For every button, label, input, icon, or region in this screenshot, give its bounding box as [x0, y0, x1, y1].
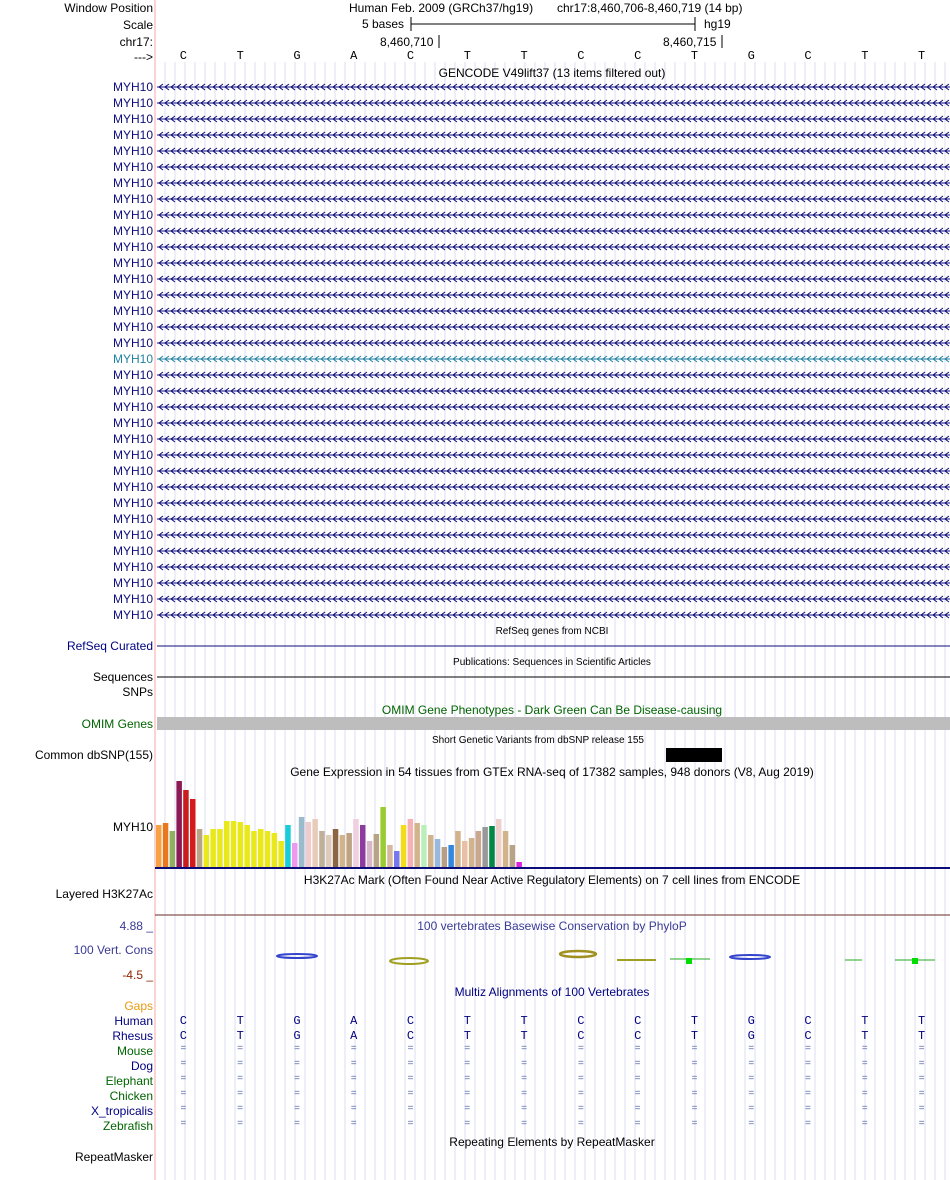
gencode-transcript-label[interactable]: MYH10	[112, 592, 153, 606]
base-letter: C	[406, 49, 415, 63]
dbsnp-title[interactable]: Short Genetic Variants from dbSNP release 155	[432, 735, 644, 746]
multiz-base: =	[577, 1044, 584, 1055]
multiz-base: =	[237, 1059, 244, 1070]
multiz-base: =	[748, 1089, 755, 1100]
gencode-transcript-label[interactable]: MYH10	[112, 128, 153, 142]
multiz-base: =	[861, 1089, 868, 1100]
gencode-transcript-label[interactable]: MYH10	[112, 336, 153, 350]
multiz-base: =	[577, 1089, 584, 1100]
gtex-bar	[442, 847, 448, 867]
base-letter: G	[293, 49, 301, 63]
gtex-bar	[319, 831, 325, 867]
repeatmasker-label[interactable]: RepeatMasker	[74, 1150, 153, 1164]
gtex-bar	[401, 825, 407, 867]
h3k27ac-label[interactable]: Layered H3K27Ac	[55, 887, 153, 901]
multiz-base: =	[521, 1104, 528, 1115]
gaps-label: Gaps	[124, 999, 153, 1013]
multiz-base: =	[407, 1104, 414, 1115]
multiz-base: =	[464, 1089, 471, 1100]
gencode-transcript-label[interactable]: MYH10	[112, 528, 153, 542]
multiz-base: =	[918, 1059, 925, 1070]
multiz-base: T	[463, 1029, 471, 1043]
coord-left: 8,460,710	[380, 35, 434, 49]
gencode-transcript-label[interactable]: MYH10	[112, 512, 153, 526]
gtex-bar	[251, 831, 257, 867]
gencode-transcript-label[interactable]: MYH10	[112, 400, 153, 414]
gtex-bar	[462, 841, 468, 867]
gtex-bar	[387, 845, 393, 867]
dbsnp-label[interactable]: Common dbSNP(155)	[34, 748, 153, 762]
multiz-base: A	[350, 1029, 358, 1043]
multiz-base: =	[805, 1104, 812, 1115]
gtex-title[interactable]: Gene Expression in 54 tissues from GTEx RNA-seq of 17382 samples, 948 donors (V8, Aug 2019)	[290, 765, 814, 779]
gtex-bar	[496, 819, 502, 867]
multiz-base: =	[180, 1089, 187, 1100]
multiz-base: =	[350, 1119, 357, 1130]
gtex-bar	[367, 841, 373, 867]
multiz-species-label: Zebrafish	[102, 1119, 153, 1133]
multiz-base: =	[634, 1059, 641, 1070]
snps-label[interactable]: SNPs	[122, 685, 153, 699]
base-letter: T	[520, 49, 528, 63]
multiz-base: =	[861, 1119, 868, 1130]
multiz-base: =	[464, 1119, 471, 1130]
multiz-base: =	[464, 1044, 471, 1055]
gtex-bar	[244, 825, 250, 867]
multiz-base: =	[748, 1059, 755, 1070]
multiz-base: =	[350, 1074, 357, 1085]
gencode-transcript-label[interactable]: MYH10	[112, 80, 153, 94]
base-letter: C	[804, 49, 812, 63]
dbsnp-variant	[666, 748, 722, 762]
publications-title[interactable]: Publications: Sequences in Scientific Articles	[453, 657, 651, 668]
base-letter: C	[179, 49, 187, 63]
phylop-glyph	[390, 958, 428, 964]
gtex-bar	[489, 826, 495, 867]
gtex-bar	[163, 823, 169, 867]
gencode-transcript-label[interactable]: MYH10	[112, 496, 153, 510]
multiz-base: =	[918, 1044, 925, 1055]
multiz-base: =	[918, 1119, 925, 1130]
gtex-bar	[285, 825, 291, 867]
multiz-base: =	[861, 1104, 868, 1115]
gtex-bar	[306, 822, 312, 867]
multiz-base: C	[577, 1014, 585, 1028]
multiz-base: C	[634, 1029, 642, 1043]
multiz-base: G	[747, 1014, 755, 1028]
gtex-bar	[394, 851, 400, 867]
base-letter: T	[236, 49, 244, 63]
base-letter: C	[577, 49, 585, 63]
multiz-base: =	[521, 1044, 528, 1055]
gtex-bar	[231, 821, 237, 867]
gencode-transcript-label[interactable]: MYH10	[112, 384, 153, 398]
multiz-species-label: Chicken	[109, 1089, 153, 1103]
multiz-base: =	[350, 1104, 357, 1115]
phylop-glyph	[730, 955, 770, 959]
multiz-base: =	[634, 1119, 641, 1130]
gencode-transcript-label[interactable]: MYH10	[112, 144, 153, 158]
base-letter: C	[634, 49, 642, 63]
gtex-bar	[224, 821, 230, 867]
multiz-base: =	[691, 1104, 698, 1115]
gencode-transcript-label[interactable]: MYH10	[112, 272, 153, 286]
gtex-bar	[238, 822, 244, 867]
multiz-species-label: Dog	[130, 1059, 153, 1073]
base-letter: T	[463, 49, 471, 63]
multiz-base: =	[293, 1119, 300, 1130]
base-letter: T	[917, 49, 926, 63]
multiz-base: =	[691, 1089, 698, 1100]
multiz-base: C	[804, 1029, 812, 1043]
gtex-bar	[503, 831, 509, 867]
refseq-title[interactable]: RefSeq genes from NCBI	[495, 626, 609, 637]
multiz-base: =	[180, 1104, 187, 1115]
phylop-ymax: 4.88 _	[119, 919, 153, 933]
gtex-bar	[170, 831, 176, 867]
multiz-base: =	[918, 1089, 925, 1100]
multiz-base: =	[237, 1089, 244, 1100]
multiz-base: =	[237, 1104, 244, 1115]
multiz-base: =	[237, 1074, 244, 1085]
base-letter: T	[690, 49, 699, 63]
multiz-base: C	[406, 1014, 415, 1028]
gtex-bar	[292, 843, 298, 867]
gtex-bar	[482, 827, 488, 867]
gencode-transcript-label[interactable]: MYH10	[112, 240, 153, 254]
multiz-base: =	[180, 1074, 187, 1085]
multiz-base: =	[521, 1074, 528, 1085]
gtex-bar	[435, 839, 441, 867]
gtex-bar	[455, 831, 461, 867]
gtex-bar	[448, 845, 454, 867]
gtex-bar	[217, 829, 223, 867]
h3k27ac-title[interactable]: H3K27Ac Mark (Often Found Near Active Regulatory Elements) on 7 cell lines from ENCODE	[303, 873, 801, 887]
gencode-transcript-label[interactable]: MYH10	[112, 288, 153, 302]
multiz-base: =	[634, 1089, 641, 1100]
multiz-base: =	[691, 1044, 698, 1055]
gencode-transcript-label[interactable]: MYH10	[112, 208, 153, 222]
multiz-base: =	[521, 1059, 528, 1070]
multiz-base: T	[690, 1014, 699, 1028]
multiz-base: C	[406, 1029, 415, 1043]
multiz-base: =	[805, 1059, 812, 1070]
multiz-base: =	[407, 1044, 414, 1055]
multiz-base: C	[577, 1029, 585, 1043]
multiz-base: =	[805, 1089, 812, 1100]
gencode-transcript-label[interactable]: MYH10	[112, 544, 153, 558]
assembly-title: Human Feb. 2009 (GRCh37/hg19)	[349, 1, 534, 15]
multiz-base: T	[236, 1014, 244, 1028]
omim-bar	[157, 717, 950, 730]
db-text: hg19	[704, 17, 731, 31]
multiz-base: G	[747, 1029, 755, 1043]
gencode-transcript-label[interactable]: MYH10	[112, 112, 153, 126]
multiz-base: C	[179, 1014, 187, 1028]
gencode-transcript-label[interactable]: MYH10	[112, 160, 153, 174]
gencode-transcript-label[interactable]: MYH10	[112, 320, 153, 334]
gtex-bar	[190, 799, 196, 867]
window-position-label: Window Position	[64, 1, 153, 15]
multiz-base: T	[690, 1029, 699, 1043]
gtex-bar	[476, 831, 482, 867]
multiz-title[interactable]: Multiz Alignments of 100 Vertebrates	[454, 985, 650, 999]
multiz-base: =	[861, 1074, 868, 1085]
multiz-base: =	[691, 1074, 698, 1085]
multiz-base: =	[918, 1074, 925, 1085]
gtex-bar	[346, 833, 352, 867]
gtex-bar	[204, 835, 210, 867]
multiz-base: =	[748, 1074, 755, 1085]
gencode-transcript-label[interactable]: MYH10	[112, 256, 153, 270]
gencode-transcript-label[interactable]: MYH10	[112, 576, 153, 590]
gtex-bar	[421, 825, 427, 867]
multiz-base: =	[861, 1044, 868, 1055]
multiz-base: T	[917, 1029, 926, 1043]
multiz-base: =	[293, 1104, 300, 1115]
multiz-base: =	[918, 1104, 925, 1115]
gtex-bar	[340, 835, 346, 867]
multiz-base: =	[634, 1044, 641, 1055]
gtex-bar	[210, 829, 216, 867]
gtex-bar	[408, 819, 414, 867]
gtex-bar	[272, 833, 278, 867]
phylop-glyph	[686, 958, 692, 964]
multiz-base: =	[805, 1074, 812, 1085]
base-letter: A	[350, 49, 358, 63]
multiz-base: =	[237, 1119, 244, 1130]
multiz-base: G	[293, 1029, 301, 1043]
gtex-bar	[516, 862, 522, 867]
multiz-base: =	[293, 1044, 300, 1055]
gtex-bar	[258, 829, 264, 867]
multiz-base: =	[350, 1059, 357, 1070]
phylop-label[interactable]: 100 Vert. Cons	[73, 943, 153, 957]
multiz-base: =	[521, 1089, 528, 1100]
refseq-label[interactable]: RefSeq Curated	[66, 639, 153, 653]
multiz-base: =	[748, 1119, 755, 1130]
base-letter: T	[861, 49, 869, 63]
multiz-base: =	[350, 1044, 357, 1055]
multiz-species-label: Human	[114, 1014, 153, 1028]
multiz-base: T	[917, 1014, 926, 1028]
gtex-bar	[333, 829, 339, 867]
phylop-glyph	[912, 958, 918, 964]
multiz-base: =	[634, 1104, 641, 1115]
gtex-bar	[326, 835, 332, 867]
position-text[interactable]: chr17:8,460,706-8,460,719 (14 bp)	[557, 1, 743, 15]
multiz-base: T	[463, 1014, 471, 1028]
coord-right: 8,460,715	[663, 35, 717, 49]
multiz-base: A	[350, 1014, 358, 1028]
multiz-species-label: Elephant	[105, 1074, 153, 1088]
gtex-bar	[414, 823, 420, 867]
gtex-bar	[278, 841, 284, 867]
multiz-base: =	[861, 1059, 868, 1070]
phylop-title[interactable]: 100 vertebrates Basewise Conservation by PhyloP	[417, 919, 687, 933]
gtex-bar	[353, 819, 359, 867]
gencode-transcript-label[interactable]: MYH10	[112, 464, 153, 478]
gencode-transcript-label[interactable]: MYH10	[112, 304, 153, 318]
multiz-base: T	[861, 1014, 869, 1028]
gencode-transcript-label[interactable]: MYH10	[112, 416, 153, 430]
multiz-base: =	[805, 1044, 812, 1055]
strand-label: --->	[134, 50, 153, 64]
sequences-label[interactable]: Sequences	[92, 670, 153, 684]
base-letter: G	[747, 49, 755, 63]
multiz-species-label: Rhesus	[112, 1029, 153, 1043]
multiz-species-label: Mouse	[116, 1044, 153, 1058]
multiz-base: C	[179, 1029, 187, 1043]
multiz-base: =	[634, 1074, 641, 1085]
scale-label: Scale	[122, 18, 153, 32]
gencode-transcript-label[interactable]: MYH10	[112, 560, 153, 574]
multiz-base: C	[634, 1014, 642, 1028]
multiz-base: =	[577, 1104, 584, 1115]
multiz-base: =	[407, 1119, 414, 1130]
gtex-bar	[360, 825, 366, 867]
gtex-bar	[197, 829, 203, 867]
gencode-transcript-label[interactable]: MYH10	[112, 224, 153, 238]
gtex-gene-label[interactable]: MYH10	[112, 820, 153, 834]
gtex-bar	[380, 807, 386, 867]
gtex-bar	[176, 781, 182, 867]
multiz-base: =	[691, 1119, 698, 1130]
multiz-base: C	[804, 1014, 812, 1028]
phylop-glyph	[277, 954, 317, 958]
gencode-transcript-label[interactable]: MYH10	[112, 368, 153, 382]
omim-title[interactable]: OMIM Gene Phenotypes - Dark Green Can Be Disease-causing	[381, 703, 723, 717]
multiz-base: T	[520, 1029, 528, 1043]
multiz-base: T	[520, 1014, 528, 1028]
multiz-base: T	[236, 1029, 244, 1043]
multiz-base: =	[180, 1119, 187, 1130]
gencode-transcript-label[interactable]: MYH10	[112, 176, 153, 190]
multiz-base: =	[577, 1074, 584, 1085]
multiz-base: =	[350, 1089, 357, 1100]
multiz-base: =	[180, 1044, 187, 1055]
gencode-transcript-label[interactable]: MYH10	[112, 480, 153, 494]
multiz-base: =	[180, 1059, 187, 1070]
multiz-base: =	[407, 1074, 414, 1085]
multiz-base: =	[293, 1059, 300, 1070]
gencode-title[interactable]: GENCODE V49lift37 (13 items filtered out)	[438, 66, 666, 80]
multiz-base: =	[691, 1059, 698, 1070]
gencode-transcript-label[interactable]: MYH10	[112, 96, 153, 110]
gtex-bar	[374, 834, 380, 867]
multiz-base: =	[521, 1119, 528, 1130]
multiz-base: =	[464, 1074, 471, 1085]
gtex-bar	[265, 831, 271, 867]
gencode-transcript-label[interactable]: MYH10	[112, 192, 153, 206]
omim-label[interactable]: OMIM Genes	[81, 717, 153, 731]
multiz-base: =	[805, 1119, 812, 1130]
gtex-bar	[428, 835, 434, 867]
multiz-base: =	[407, 1089, 414, 1100]
gencode-transcript-label[interactable]: MYH10	[112, 448, 153, 462]
multiz-base: =	[748, 1104, 755, 1115]
multiz-base: G	[293, 1014, 301, 1028]
gtex-bar	[469, 838, 475, 867]
multiz-species-label: X_tropicalis	[90, 1104, 153, 1118]
gencode-transcript-label[interactable]: MYH10	[112, 352, 153, 366]
multiz-base: T	[861, 1029, 869, 1043]
gtex-bar	[510, 845, 515, 867]
multiz-base: =	[577, 1119, 584, 1130]
multiz-base: =	[293, 1074, 300, 1085]
multiz-base: =	[464, 1059, 471, 1070]
scale-text: 5 bases	[362, 17, 405, 31]
gencode-transcript-label[interactable]: MYH10	[112, 432, 153, 446]
multiz-base: =	[577, 1059, 584, 1070]
multiz-base: =	[748, 1044, 755, 1055]
gtex-bar	[183, 790, 189, 867]
gtex-bar	[312, 819, 318, 867]
multiz-base: =	[293, 1089, 300, 1100]
multiz-base: =	[407, 1059, 414, 1070]
phylop-ymin: -4.5 _	[122, 968, 153, 982]
multiz-base: =	[237, 1044, 244, 1055]
repeatmasker-title[interactable]: Repeating Elements by RepeatMasker	[449, 1135, 655, 1149]
gtex-bar	[156, 825, 162, 867]
chrom-label: chr17:	[119, 35, 153, 49]
gencode-transcript-label[interactable]: MYH10	[112, 608, 153, 622]
multiz-base: =	[464, 1104, 471, 1115]
gtex-bar	[299, 817, 305, 867]
